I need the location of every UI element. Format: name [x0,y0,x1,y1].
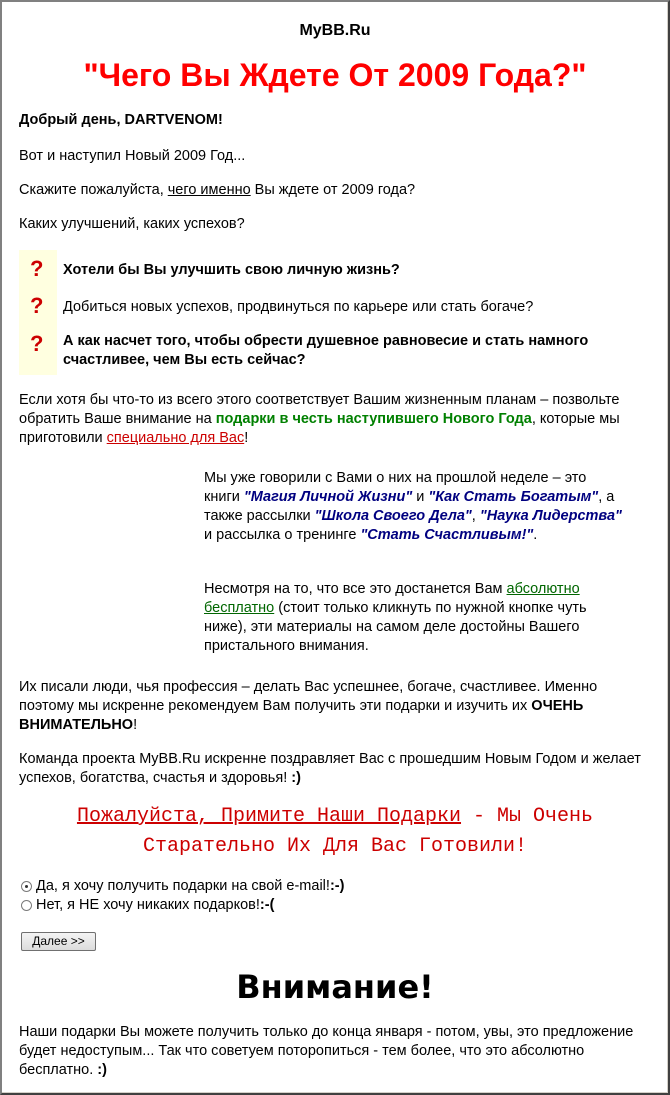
radio-option-no[interactable] [21,896,274,914]
gifts-highlight: подарки в честь наступившего Нового Года [215,411,532,427]
cta-text: - Мы Очень Старательно Их Для Вас Готовили! [142,805,594,858]
offer-text: , которые мы приготовили [19,411,620,446]
offer-paragraph [19,391,651,448]
free-text: (стоит только кликнуть по нужной кнопке чуть ниже), эти материалы на самом деле достойны Вашего пристального внимания. [204,600,587,654]
gifts-text: Мы уже говорили с Вами о них на прошлой неделе – это книги [204,470,587,505]
radio-option-yes[interactable] [21,877,344,895]
offer-text: Если хотя бы что-то из всего этого соответствует Вашим жизненным планам – позвольте обратить Ваше внимание на [19,392,620,427]
question-item: Добиться новых успехов, продвинуться по карьере или стать богаче? [63,299,534,315]
gifts-text: , [471,508,480,524]
book-title: "Магия Личной Жизни" [243,489,413,505]
intro-text: Скажите пожалуйста, [19,182,168,198]
gifts-paragraph [204,469,624,545]
gifts-text: , а также рассылки [204,489,615,524]
authors-text: ! [133,717,138,733]
radio-label: Да, я хочу получить подарки на свой e-mail! [36,877,330,894]
smile-emote: :) [291,770,301,786]
free-text: Несмотря на то, что все это достанется Вам [204,581,507,597]
congrats-text: Команда проекта MyBB.Ru искренне поздравляет Вас с прошедшим Новым Годом и желает успехов, богатства, счастья и здоровья! [19,751,641,786]
question-mark-icon: ? [30,331,44,356]
call-to-action [19,802,651,862]
offer-text: ! [244,430,249,446]
book-title: "Как Стать Богатым" [428,489,599,505]
greeting: Добрый день, DARTVENOM! [19,112,223,128]
specially-for-you-link[interactable]: специально для Вас [106,430,245,446]
authors-paragraph [19,678,651,735]
question-mark-icon: ? [30,293,44,318]
page-title: "Чего Вы Ждете От 2009 Года?" [83,57,587,93]
congrats-paragraph [19,750,651,788]
radio-button-unchecked[interactable] [21,900,32,911]
warning-title: Внимание! [236,968,434,1006]
intro-paragraph-3: Каких улучшений, каких успехов? [19,216,245,232]
sad-emote: :-( [259,896,275,913]
intro-text: Вы ждете от 2009 года? [250,182,416,198]
gifts-text: . [533,527,538,543]
next-button[interactable]: Далее >> [21,932,96,951]
authors-text: Их писали люди, чья профессия – делать Вас успешнее, богаче, счастливее. Именно поэтому мы искренне рекомендуем Вам получить эти подарки и изучить их [19,679,598,714]
question-mark-icon: ? [30,256,44,281]
training-title: "Стать Счастливым!" [360,527,534,543]
site-name: MyBB.Ru [299,22,371,39]
warning-text: Наши подарки Вы можете получить только до конца января - потом, увы, это предложение будет недоступым... Так что советуем поторопиться - тем более, что это абсолютно бесплатно. [19,1024,634,1078]
very-carefully-text: ОЧЕНЬ ВНИМАТЕЛЬНО [19,698,584,733]
warning-paragraph [19,1023,651,1080]
what-exactly-link[interactable]: чего именно [167,182,251,198]
question-item: А как насчет того, чтобы обрести душевное равновесие и стать намного счастливее, чем Вы есть сейчас? [63,333,589,368]
intro-paragraph-2 [19,181,651,200]
accept-gifts-link[interactable]: Пожалуйста, Примите Наши Подарки [76,805,462,828]
gifts-text: и [412,489,429,505]
smile-emote: :) [97,1062,107,1078]
gifts-text: и рассылка о тренинге [204,527,361,543]
newsletter-title: "Школа Своего Дела" [314,508,472,524]
free-paragraph [204,580,624,656]
absolutely-free-link[interactable]: абсолютно бесплатно [204,581,580,616]
happy-emote: :-) [329,877,345,894]
radio-label: Нет, я НЕ хочу никаких подарков! [36,896,260,913]
question-item: Хотели бы Вы улучшить свою личную жизнь? [63,262,400,278]
radio-button-checked[interactable] [21,881,32,892]
newsletter-title: "Наука Лидерства" [479,508,622,524]
intro-paragraph-1: Вот и наступил Новый 2009 Год... [19,148,246,164]
